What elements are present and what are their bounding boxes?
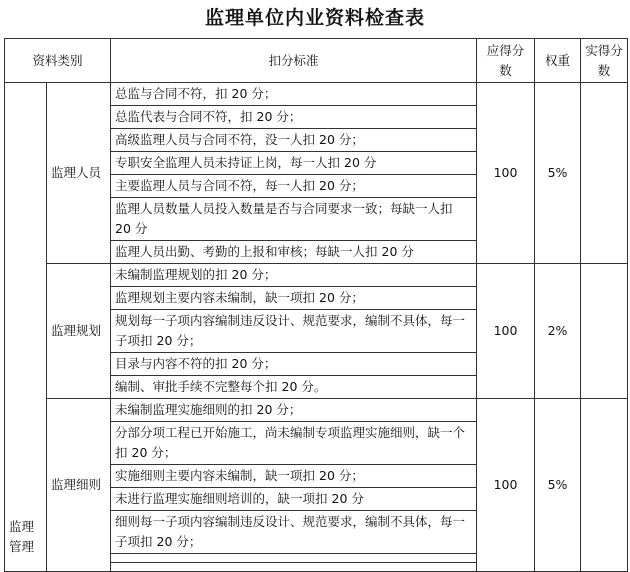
standard-item: 编制、审批手续不完整每个扣 20 分。 <box>111 376 477 399</box>
standard-item: 主要监理人员与合同不符，每一人扣 20 分； <box>111 175 477 198</box>
header-standard: 扣分标准 <box>111 39 477 83</box>
group-score: 100 <box>477 399 535 572</box>
group-actual-score[interactable] <box>581 83 628 264</box>
top-category: 监理管理 <box>5 83 47 572</box>
header-actual: 实得分数 <box>581 39 628 83</box>
header-category: 资料类别 <box>5 39 111 83</box>
group-actual-score[interactable] <box>581 264 628 399</box>
standard-item: 未进行监理实施细则培训的，缺一项扣 20 分 <box>111 488 477 511</box>
header-score: 应得分数 <box>477 39 535 83</box>
standard-item: 实施细则主要内容未编制，缺一项扣 20 分； <box>111 465 477 488</box>
standard-item: 监理人员数量人员投入数量是否与合同要求一致；每缺一人扣 20 分 <box>111 198 477 241</box>
standard-item: 总监与合同不符，扣 20 分； <box>111 83 477 106</box>
standard-item: 监理人员出勤、考勤的上报和审核；每缺一人扣 20 分 <box>111 241 477 264</box>
group-name: 监理人员 <box>47 83 111 264</box>
group-name: 监理细则 <box>47 399 111 572</box>
standard-item: 分部分项工程已开始施工，尚未编制专项监理实施细则，缺一个扣 20 分； <box>111 422 477 465</box>
standard-item: 专职安全监理人员未持证上岗，每一人扣 20 分 <box>111 152 477 175</box>
group-weight: 2% <box>535 264 581 399</box>
standard-item: 规划每一子项内容编制违反设计、规范要求，编制不具体，每一子项扣 20 分； <box>111 310 477 353</box>
page-title: 监理单位内业资料检查表 <box>204 7 425 29</box>
group-weight: 5% <box>535 83 581 264</box>
standard-item: 细则每一子项内容编制违反设计、规范要求，编制不具体，每一子项扣 20 分； <box>111 511 477 554</box>
standard-item-continued <box>111 554 477 563</box>
standard-item: 未编制监理规划的扣 20 分； <box>111 264 477 287</box>
standard-item: 高级监理人员与合同不符，没一人扣 20 分； <box>111 129 477 152</box>
header-weight: 权重 <box>535 39 581 83</box>
table-row <box>5 264 628 287</box>
standard-item-continued <box>111 563 477 572</box>
group-score: 100 <box>477 83 535 264</box>
standard-item: 未编制监理实施细则的扣 20 分； <box>111 399 477 422</box>
table-row <box>5 399 628 422</box>
inspection-table <box>4 38 628 572</box>
group-actual-score[interactable] <box>581 399 628 572</box>
group-weight: 5% <box>535 399 581 572</box>
table-row <box>5 83 628 106</box>
standard-item: 总监代表与合同不符，扣 20 分； <box>111 106 477 129</box>
standard-item: 目录与内容不符的扣 20 分； <box>111 353 477 376</box>
header-row <box>5 39 628 83</box>
group-score: 100 <box>477 264 535 399</box>
standard-item: 监理规划主要内容未编制，缺一项扣 20 分； <box>111 287 477 310</box>
group-name: 监理规划 <box>47 264 111 399</box>
